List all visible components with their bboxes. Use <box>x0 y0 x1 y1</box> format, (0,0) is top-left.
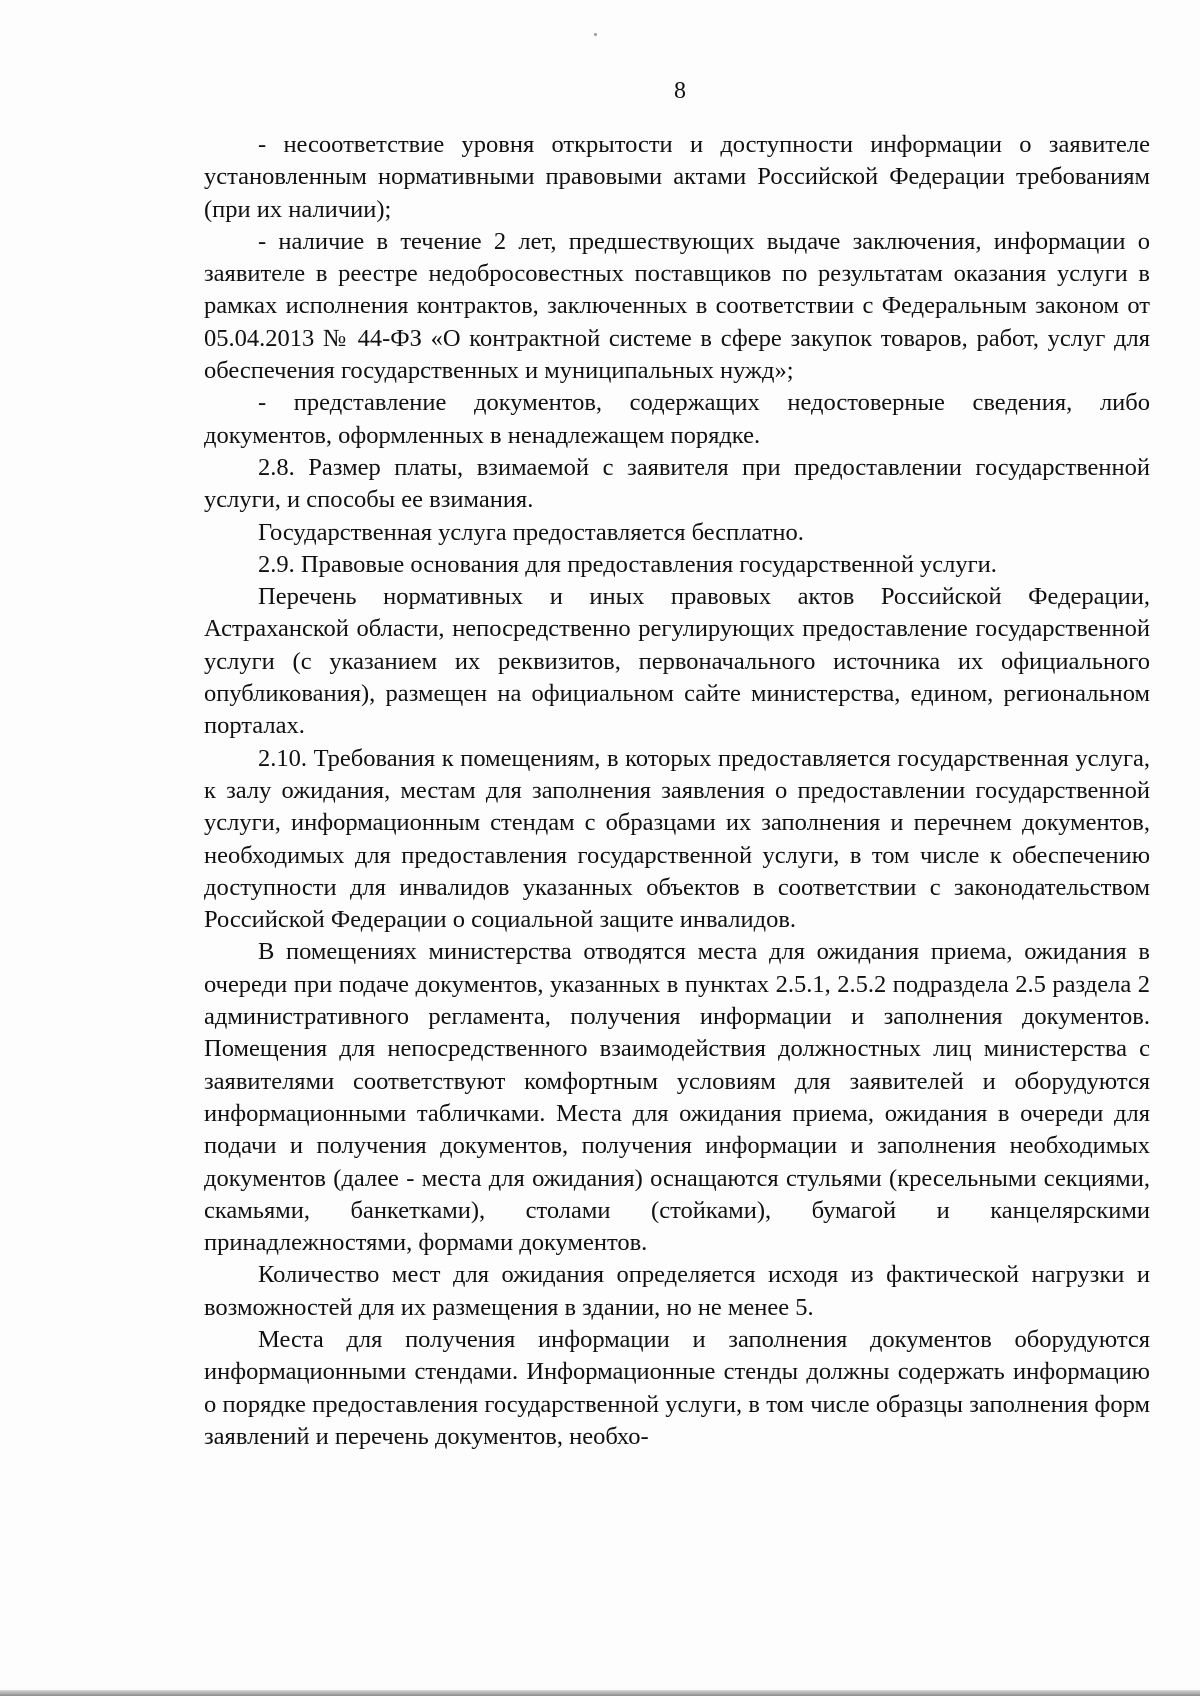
scan-speck <box>594 33 597 36</box>
paragraph-free-of-charge: Государственная услуга предоставляется бесплатно. <box>258 518 804 546</box>
page-number: 8 <box>674 78 686 104</box>
paragraph-waiting-premises: В помещениях министерства отводятся места для ожидания приема, ожидания в очереди при подаче документов, указанных в пунктах 2.5.1, 2.5.2 подраздела 2.5 раздела 2 административного регламента, получения информации и заполнения документов. Помещения для непосредственного взаимодействия должностных лиц министерства с заявителями соответствуют комфортным условиям для заявителей и оборудуются информационными табличками. Места для ожидания приема, ожидания в очереди для подачи и получения документов, получения информации и заполнения необходимых документов (далее - места для ожидания) оснащаются стульями (кресельными секциями, скамьями, банкетками), столами (стойками), бумагой и канцелярскими принадлежностями, формами документов. <box>204 938 1150 1257</box>
document-body <box>204 129 1150 1453</box>
paragraph-waiting-seats-count: Количество мест для ожидания определяется исходя из фактической нагрузки и возможностей для их размещения в здании, но не менее 5. <box>204 1261 1150 1321</box>
scan-bottom-edge <box>0 1690 1200 1696</box>
paragraph-section-2-9: 2.9. Правовые основания для предоставления государственной услуги. <box>258 550 997 578</box>
paragraph-section-2-8: 2.8. Размер платы, взимаемой с заявителя при предоставлении государственной услуги, и способы ее взимания. <box>204 453 1150 514</box>
paragraph-inconsistency-openness: - несоответствие уровня открытости и доступности информации о заявителе установленным нормативными правовыми актами Российской Федерации требованиям (при их наличии); <box>204 131 1150 223</box>
paragraph-information-stands: Места для получения информации и заполнения документов оборудуются информационными стендами. Информационные стенды должны содержать информацию о порядке предоставления государственной услуги, в том числе образцы заполнения форм заявлений и перечень документов, необхо- <box>204 1325 1150 1450</box>
paragraph-invalid-documents: - представление документов, содержащих недостоверные сведения, либо документов, оформленных в ненадлежащем порядке. <box>204 389 1150 449</box>
paragraph-section-2-10: 2.10. Требования к помещениям, в которых предоставляется государственная услуга, к залу ожидания, местам для заполнения заявления о предоставлении государственной услуги, информационным стендам с образцами их заполнения и перечнем документов, необходимых для предоставления государственной услуги, в том числе к обеспечению доступности для инвалидов указанных объектов в соответствии с законодательством Российской Федерации о социальной защите инвалидов. <box>204 744 1150 934</box>
paragraph-legal-acts-list: Перечень нормативных и иных правовых актов Российской Федерации, Астраханской области, непосредственно регулирующих предоставление государственной услуги (с указанием их реквизитов, первоначального источника их официального опубликования), размещен на официальном сайте министерства, едином, региональном порталах. <box>204 583 1150 740</box>
paragraph-unfair-suppliers-registry: - наличие в течение 2 лет, предшествующих выдаче заключения, информации о заявителе в реестре недобросовестных поставщиков по результатам оказания услуги в рамках исполнения контрактов, заключенных в соответствии с Федеральным законом от 05.04.2013 № 44-ФЗ «О контрактной системе в сфере закупок товаров, работ, услуг для обеспечения государственных и муниципальных нужд»; <box>204 227 1150 385</box>
